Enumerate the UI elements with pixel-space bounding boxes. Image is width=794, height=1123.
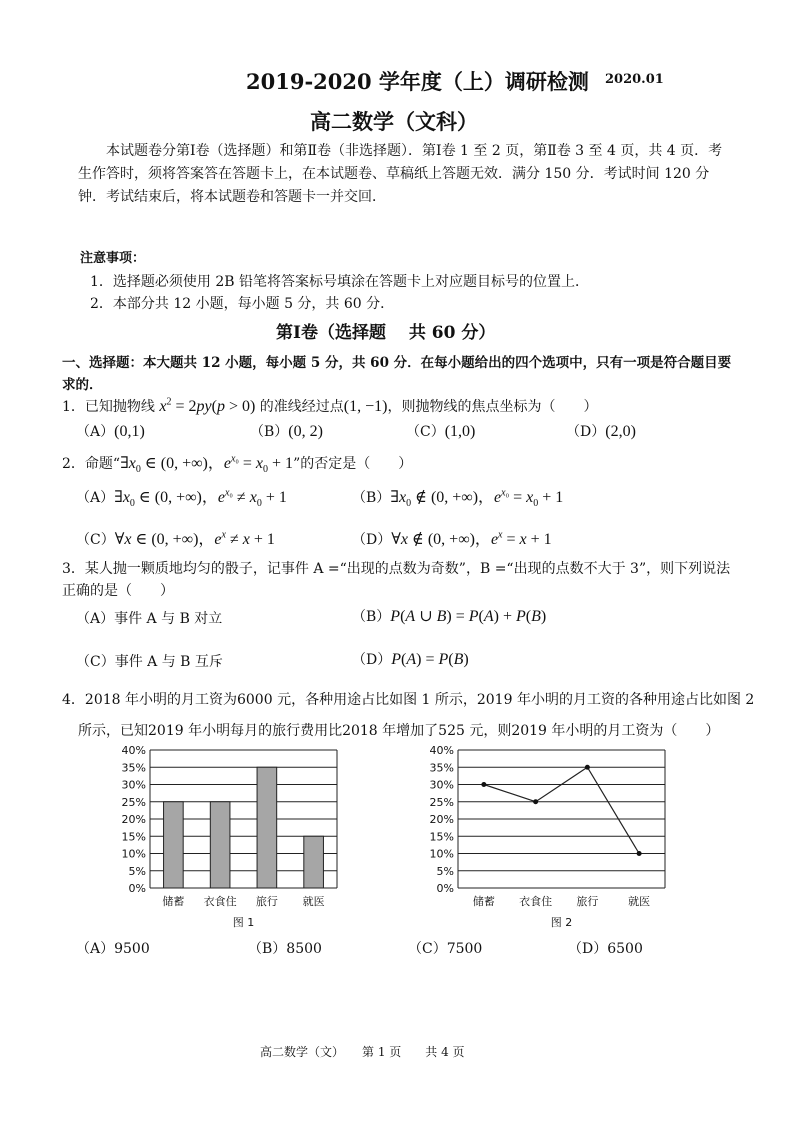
q1-option-a[interactable]: （A）(0,1) [76, 423, 145, 440]
y-tick-label: 25% [121, 795, 146, 809]
y-tick-label: 20% [121, 813, 146, 826]
y-tick-label: 5% [128, 864, 146, 878]
q4-option-a[interactable]: （A）9500 [76, 941, 150, 957]
bar [257, 767, 277, 888]
intro-paragraph: 本试题卷分第Ⅰ卷（选择题）和第Ⅱ卷（非选择题）．第Ⅰ卷 1 至 2 页，第Ⅱ卷 3 至 4 页，共 4 页．考生作答时，须将答案答在答题卡上，在本试题卷、草稿纸上答题无效．满分 150 分．考试时间 120 分钟．考试结束后，将本试题卷和答题卡一并交回． [78, 143, 723, 205]
q1-option-b[interactable]: （B）(0, 2) [250, 423, 323, 440]
exam-date: 2020.01 [605, 72, 664, 87]
x-tick-label: 衣食住 [203, 895, 237, 908]
x-tick-label: 旅行 [255, 895, 278, 908]
x-tick-label: 就医 [302, 895, 325, 908]
q3-option-c[interactable]: （C）事件 A 与 B 互斥 [76, 654, 223, 670]
section-instruction-cont: 求的． [62, 377, 103, 393]
data-point [637, 851, 642, 856]
y-tick-label: 35% [121, 761, 146, 775]
q2-option-c[interactable]: （C）∀x ∈ (0, +∞)，$e^x \ne x + 1$ [76, 529, 275, 548]
q1-option-c[interactable]: （C）(1,0) [406, 423, 476, 440]
section-title: 第Ⅰ卷（选择题 共 60 分） [276, 323, 496, 343]
q1-option-d[interactable]: （D）(2,0) [566, 423, 636, 440]
note-item: 1．选择题必须使用 2B 铅笔将答案标号填涂在答题卡上对应题目标号的位置上． [90, 274, 590, 290]
y-tick-label: 15% [429, 830, 454, 844]
bar [210, 802, 230, 888]
y-tick-label: 10% [121, 847, 146, 861]
y-tick-label: 20% [429, 813, 454, 826]
notes-heading: 注意事项： [80, 251, 146, 266]
y-tick-label: 40% [121, 744, 146, 757]
question-4: 4．2018 年小明的月工资为6000 元，各种用途占比如图 1 所示，2019 年小明的月工资的各种用途占比如图 2 [62, 692, 755, 708]
section-instruction: 一、选择题：本大题共 12 小题，每小题 5 分，共 60 分．在每小题给出的四个选项中，只有一项是符合题目要 [62, 355, 732, 371]
bar [304, 836, 324, 888]
q3-option-a[interactable]: （A）事件 A 与 B 对立 [76, 611, 223, 627]
x-tick-label: 旅行 [576, 895, 599, 908]
x-tick-label: 储蓄 [162, 895, 185, 908]
data-point [481, 782, 486, 787]
data-point [533, 799, 538, 804]
q3-option-d[interactable]: （D）P(A) = P(B) [352, 651, 469, 668]
y-tick-label: 35% [429, 761, 454, 775]
bar [164, 802, 184, 888]
page-footer: 高二数学（文） 第 1 页 共 4 页 [260, 1045, 465, 1059]
q4-option-c[interactable]: （C）7500 [408, 941, 483, 957]
data-point [585, 765, 590, 770]
series-line [484, 767, 639, 853]
y-tick-label: 30% [429, 778, 454, 792]
chart-title: 图 1 [232, 916, 255, 929]
q2-option-d[interactable]: （D）∀x ∉ (0, +∞)，$e^x = x + 1$ [352, 529, 552, 548]
line-chart-figure-2 [420, 742, 680, 932]
y-tick-label: 30% [121, 778, 146, 792]
y-tick-label: 0% [128, 882, 146, 895]
x-tick-label: 衣食住 [519, 895, 553, 908]
question-3-cont: 正确的是（ ） [62, 583, 174, 599]
x-tick-label: 就医 [628, 895, 651, 908]
bar-chart-figure-1 [112, 742, 352, 932]
y-tick-label: 0% [436, 882, 454, 895]
q2-option-b[interactable]: $(B)\exists x_0$ ∉ (0, +∞)，$e^{x_0} = x_0 + 1$ [352, 487, 564, 510]
y-tick-label: 40% [429, 744, 454, 757]
x-tick-label: 储蓄 [472, 895, 495, 908]
q2-option-a[interactable]: $(A)\exists x_0$ ∈ (0, +∞)，$e^{x_0} \ne x_0 + 1$ [76, 487, 287, 510]
y-tick-label: 15% [121, 830, 146, 844]
page-title: 2019-2020 学年度（上）调研检测 [246, 69, 589, 94]
q4-option-d[interactable]: （D）6500 [568, 941, 643, 957]
y-tick-label: 25% [429, 795, 454, 809]
y-tick-label: 10% [429, 847, 454, 861]
y-tick-label: 5% [436, 864, 454, 878]
question-2: 2．命题“$\exists x_0$ ∈ (0, +∞)，$e^{x_0} = x_0 + 1$”的否定是（ ） [62, 453, 413, 476]
question-1: 1．已知抛物线 $x^2 = 2py(p > 0)$ 的准线经过点(1, −1)，则抛物线的焦点坐标为（ ） [62, 396, 598, 415]
page-subtitle: 高二数学（文科） [310, 109, 478, 134]
note-item: 2．本部分共 12 小题，每小题 5 分，共 60 分． [90, 296, 395, 312]
q4-option-b[interactable]: （B）8500 [248, 941, 322, 957]
chart-title: 图 2 [550, 916, 573, 929]
question-4-cont: 所示，已知2019 年小明每月的旅行费用比2018 年增加了525 元，则2019 年小明的月工资为（ ） [78, 723, 720, 739]
question-3: 3．某人抛一颗质地均匀的骰子，记事件 A =“出现的点数为奇数”，B =“出现的点数不大于 3”，则下列说法 [62, 561, 731, 577]
q3-option-b[interactable]: （B）P(A ∪ B) = P(A) + P(B) [352, 608, 547, 625]
